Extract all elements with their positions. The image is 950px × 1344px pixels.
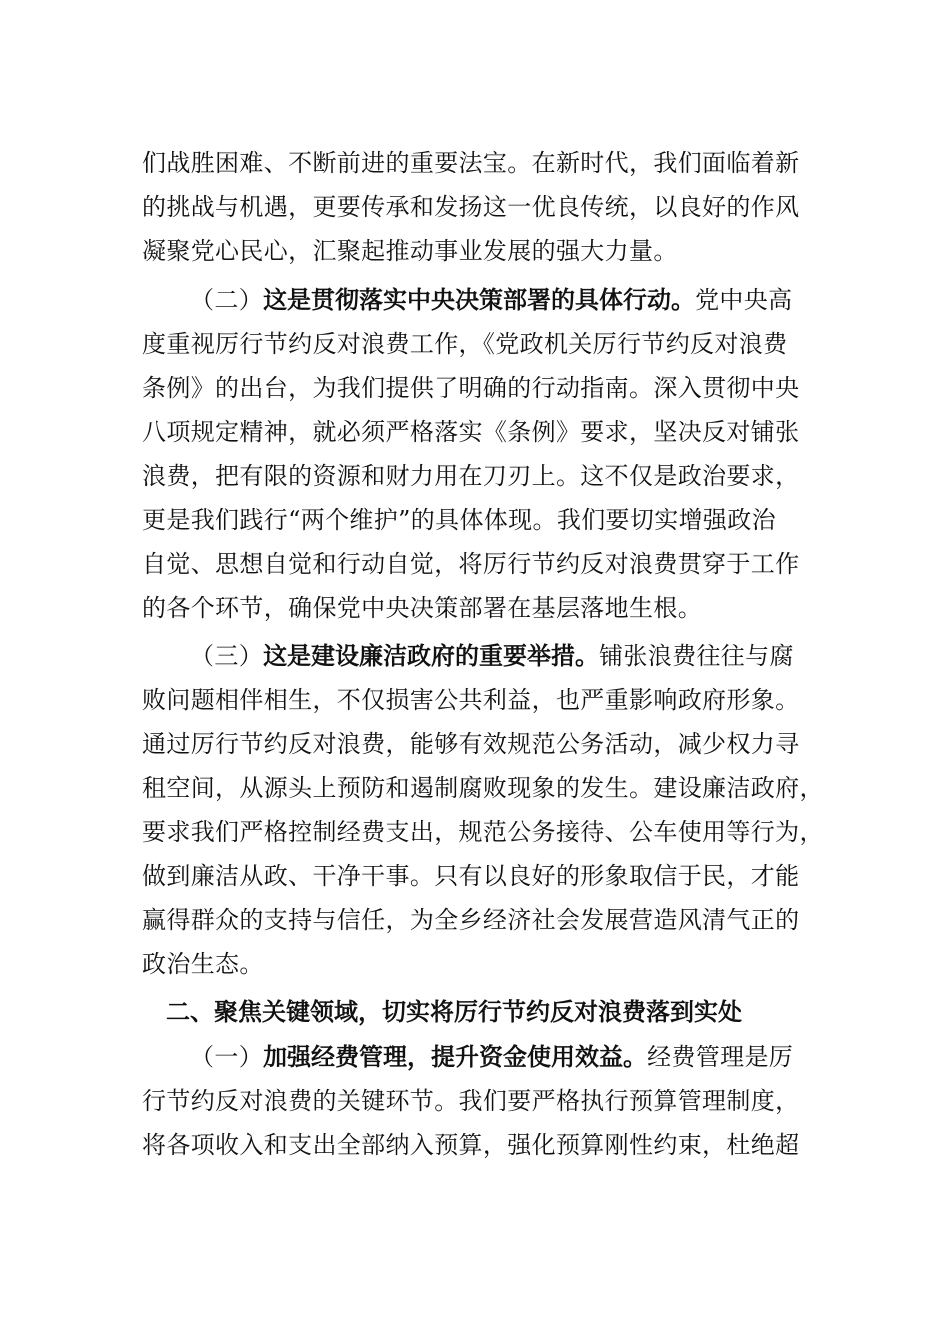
body-text: 铺张浪费往往与腐	[599, 642, 794, 670]
paragraph-lead	[190, 641, 880, 671]
sub-heading: 这是建设廉洁政府的重要举措。	[263, 642, 600, 670]
body-line: 的挑战与机遇，更要传承和发扬这一优良传统，以良好的作风	[142, 193, 800, 221]
body-text: 经费管理是厉	[647, 1043, 794, 1071]
body-line: 行节约反对浪费的关键环节。我们要严格执行预算管理制度，	[142, 1087, 800, 1115]
sub-heading: 这是贯彻落实中央决策部署的具体行动。	[263, 286, 696, 314]
sub-heading: 加强经费管理，提升资金使用效益。	[263, 1043, 648, 1071]
body-line: 的各个环节，确保党中央决策部署在基层落地生根。	[142, 594, 703, 622]
paragraph-lead	[190, 285, 880, 315]
body-line: 要求我们严格控制经费支出，规范公务接待、公车使用等行为，	[142, 818, 824, 846]
section-heading: 二、聚焦关键领域，切实将厉行节约反对浪费落到实处	[166, 998, 742, 1026]
body-line: 通过厉行节约反对浪费，能够有效规范公务活动，减少权力寻	[142, 730, 800, 758]
body-line: 做到廉洁从政、干净干事。只有以良好的形象取信于民，才能	[142, 862, 800, 890]
body-line: 凝聚党心民心，汇聚起推动事业发展的强大力量。	[142, 237, 678, 265]
body-text: 党中央高	[695, 286, 793, 314]
paragraph-label: （二）	[190, 286, 264, 314]
body-line: 自觉、思想自觉和行动自觉，将厉行节约反对浪费贯穿于工作	[142, 550, 800, 578]
body-line: 政治生态。	[142, 950, 264, 978]
paragraph-lead	[190, 1042, 880, 1072]
body-line: 度重视厉行节约反对浪费工作，《党政机关厉行节约反对浪费	[142, 330, 788, 358]
body-line: 们战胜困难、不断前进的重要法宝。在新时代，我们面临着新	[142, 149, 800, 177]
body-line: 更是我们践行“两个维护”的具体体现。我们要切实增强政治	[142, 506, 776, 534]
body-line: 败问题相伴相生，不仅损害公共利益，也严重影响政府形象。	[142, 686, 800, 714]
paragraph-label: （三）	[190, 642, 264, 670]
body-line: 赢得群众的支持与信任，为全乡经济社会发展营造风清气正的	[142, 906, 800, 934]
body-line: 浪费，把有限的资源和财力用在刀刃上。这不仅是政治要求，	[142, 462, 800, 490]
body-line: 条例》的出台，为我们提供了明确的行动指南。深入贯彻中央	[142, 374, 800, 402]
body-line: 八项规定精神，就必须严格落实《条例》要求，坚决反对铺张	[142, 418, 800, 446]
paragraph-label: （一）	[190, 1043, 264, 1071]
body-line: 租空间，从源头上预防和遏制腐败现象的发生。建设廉洁政府，	[142, 774, 824, 802]
body-line: 将各项收入和支出全部纳入预算，强化预算刚性约束，杜绝超	[142, 1131, 800, 1159]
